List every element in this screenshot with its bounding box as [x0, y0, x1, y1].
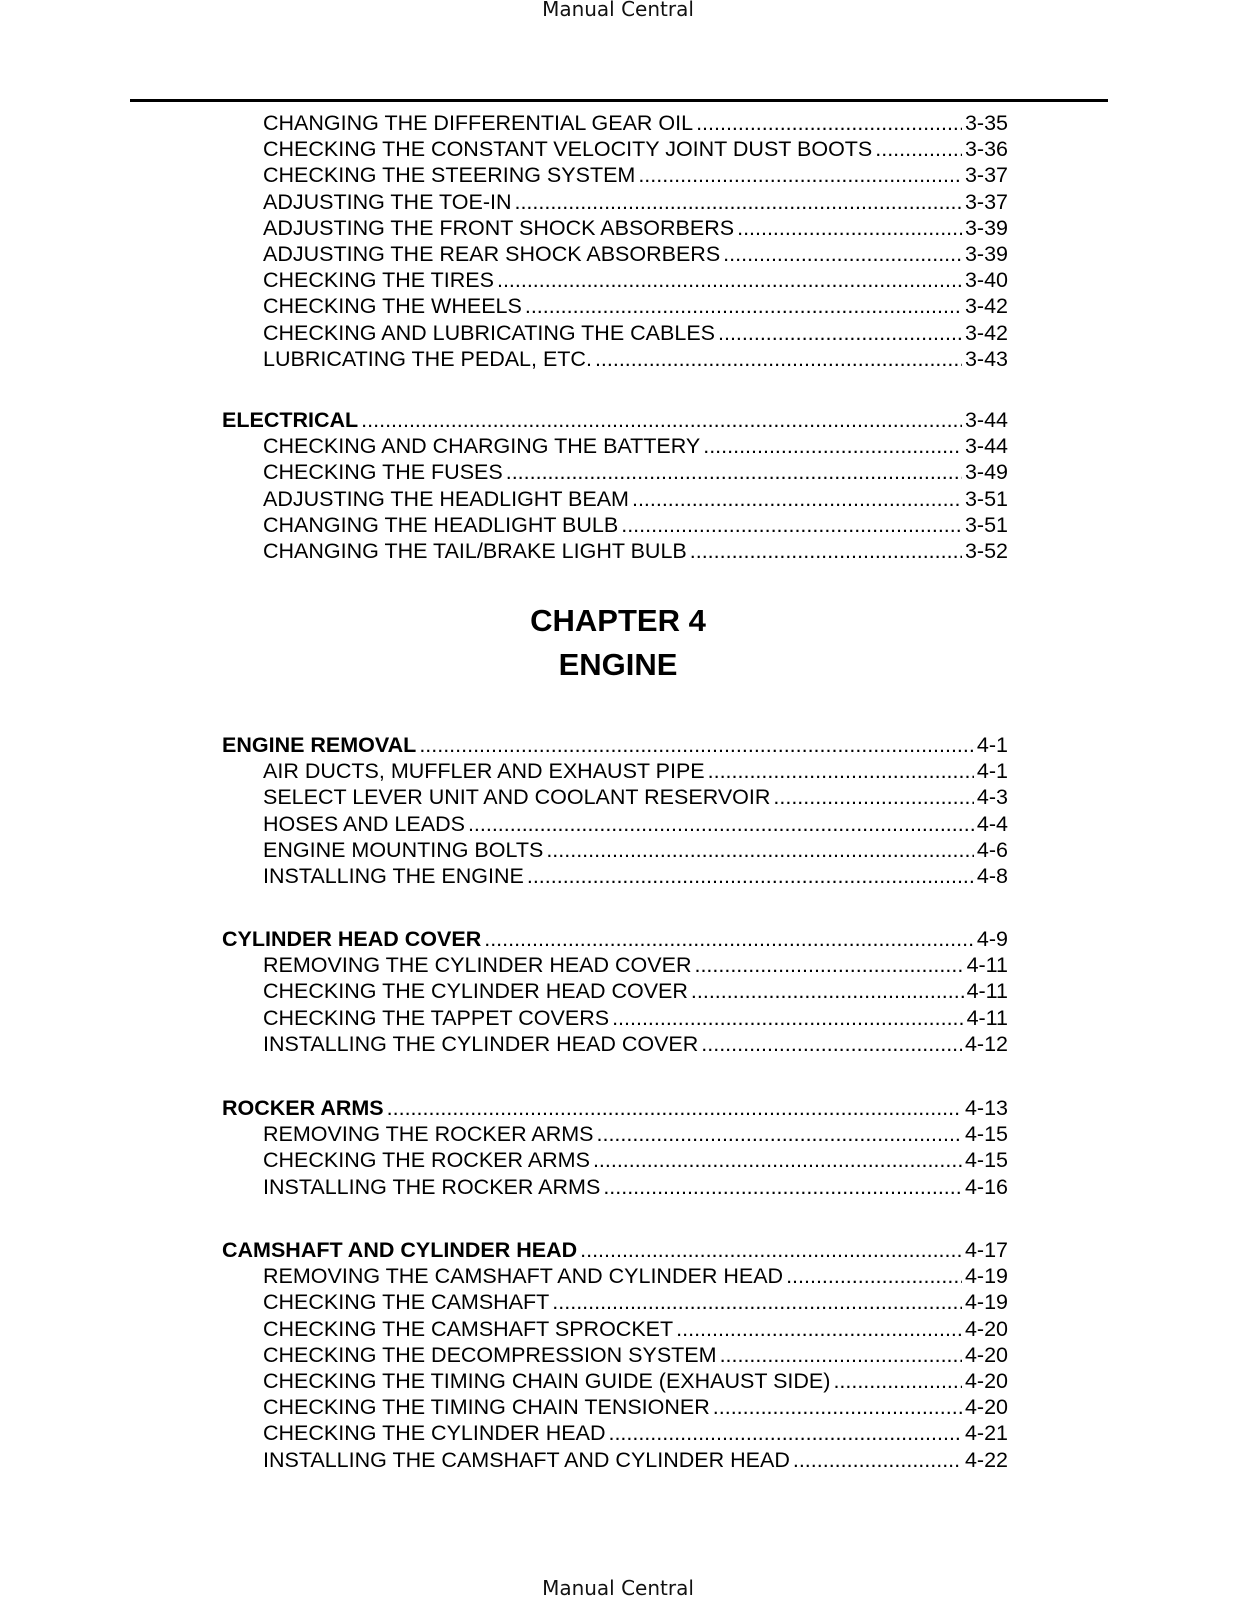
toc-entry-title: ADJUSTING THE HEADLIGHT BEAM [263, 486, 629, 511]
dot-leader [786, 1263, 962, 1289]
toc-entry[interactable] [222, 1316, 1008, 1342]
toc-page-number: 4-19 [964, 1264, 1008, 1289]
toc-entry-title: ADJUSTING THE REAR SHOCK ABSORBERS [263, 241, 721, 266]
toc-section-cylinder-head-cover [222, 926, 1008, 1057]
dot-leader [621, 512, 962, 538]
dot-leader [506, 459, 962, 485]
toc-page-number: 4-19 [964, 1290, 1008, 1315]
toc-entry-title: ELECTRICAL [222, 408, 359, 432]
toc-entry[interactable] [222, 1420, 1008, 1446]
toc-entry-title: CHECKING AND CHARGING THE BATTERY [263, 434, 701, 459]
toc-page-number: 4-11 [966, 953, 1008, 978]
toc-entry-title: CHECKING THE TIMING CHAIN TENSIONER [263, 1395, 710, 1420]
toc-entry-title: AIR DUCTS, MUFFLER AND EXHAUST PIPE [263, 759, 705, 784]
header-rule [130, 99, 1108, 102]
toc-entry[interactable] [222, 758, 1008, 784]
toc-page-number: 4-8 [976, 863, 1008, 888]
dot-leader [720, 1342, 962, 1368]
dot-leader [694, 952, 963, 978]
dot-leader [580, 1237, 962, 1263]
toc-entry-title: CHECKING THE CONSTANT VELOCITY JOINT DUST BOOTS [263, 137, 873, 162]
toc-entry[interactable] [222, 837, 1008, 863]
toc-page-number: 4-22 [964, 1447, 1008, 1472]
toc-entry[interactable] [222, 320, 1008, 346]
toc-page-number: 4-3 [976, 785, 1008, 810]
toc-entry-title: CHECKING THE DECOMPRESSION SYSTEM [263, 1342, 717, 1367]
dot-leader [708, 758, 974, 784]
header-brand: Manual Central [542, 0, 694, 21]
dot-leader [612, 1005, 963, 1031]
toc-section-heading[interactable] [222, 407, 1008, 433]
toc-entry[interactable] [222, 1121, 1008, 1147]
toc-page-number: 3-42 [964, 294, 1008, 319]
toc-entry-title: REMOVING THE CAMSHAFT AND CYLINDER HEAD [263, 1264, 784, 1289]
toc-entry-title: ENGINE REMOVAL [222, 733, 417, 757]
toc-page-number: 4-17 [964, 1238, 1008, 1262]
dot-leader [468, 811, 974, 837]
toc-entry-title: ADJUSTING THE TOE-IN [263, 189, 512, 214]
toc-page-number: 4-20 [964, 1342, 1008, 1367]
toc-entry[interactable] [222, 1174, 1008, 1200]
toc-page-number: 3-42 [964, 320, 1008, 345]
toc-page-number: 4-4 [976, 811, 1008, 836]
toc-entry[interactable] [222, 1031, 1008, 1057]
toc-page-number: 4-12 [964, 1031, 1008, 1056]
toc-section-chassis-continued [222, 110, 1008, 372]
toc-page-number: 4-11 [966, 1005, 1008, 1030]
dot-leader [497, 267, 962, 293]
toc-page-number: 3-52 [964, 538, 1008, 563]
toc-entry[interactable] [222, 784, 1008, 810]
toc-entry[interactable] [222, 110, 1008, 136]
toc-entry-title: INSTALLING THE ROCKER ARMS [263, 1174, 601, 1199]
toc-entry[interactable] [222, 1289, 1008, 1315]
footer-brand: Manual Central [542, 1576, 694, 1600]
toc-entry-title: LUBRICATING THE PEDAL, ETC. [263, 346, 592, 371]
toc-page-number: 4-13 [964, 1096, 1008, 1120]
dot-leader [773, 784, 974, 810]
toc-entry-title: CHECKING THE ROCKER ARMS [263, 1148, 590, 1173]
toc-entry[interactable] [222, 433, 1008, 459]
toc-page-number: 3-40 [964, 268, 1008, 293]
toc-entry[interactable] [222, 267, 1008, 293]
dot-leader [723, 241, 962, 267]
dot-leader [419, 732, 974, 758]
toc-entry-title: CHECKING THE TIMING CHAIN GUIDE (EXHAUST SIDE) [263, 1368, 831, 1393]
toc-section-rocker-arms [222, 1095, 1008, 1200]
dot-leader [514, 189, 961, 215]
toc-section-heading[interactable] [222, 1095, 1008, 1121]
toc-page-number: 4-11 [966, 979, 1008, 1004]
chapter-number: CHAPTER 4 [530, 603, 706, 638]
dot-leader [691, 978, 964, 1004]
dot-leader [718, 320, 962, 346]
toc-entry[interactable] [222, 162, 1008, 188]
toc-page-number: 3-35 [964, 111, 1008, 135]
toc-entry-title: CHECKING AND LUBRICATING THE CABLES [263, 320, 715, 345]
toc-page-number: 3-39 [964, 215, 1008, 240]
toc-page-number: 3-43 [964, 346, 1008, 371]
toc-entry[interactable] [222, 215, 1008, 241]
dot-leader [527, 863, 974, 889]
toc-entry-title: INSTALLING THE ENGINE [263, 863, 524, 888]
toc-entry-title: CHECKING THE CYLINDER HEAD COVER [263, 979, 688, 1004]
toc-entry-title: CHECKING THE TIRES [263, 268, 494, 293]
toc-section-heading[interactable] [222, 926, 1008, 952]
toc-page-number: 3-44 [964, 434, 1008, 459]
toc-entry[interactable] [222, 512, 1008, 538]
toc-page-number: 4-16 [964, 1174, 1008, 1199]
toc-entry-title: CYLINDER HEAD COVER [222, 927, 482, 951]
toc-entry-title: CHECKING THE CYLINDER HEAD [263, 1421, 606, 1446]
toc-entry[interactable] [222, 538, 1008, 564]
toc-entry[interactable] [222, 241, 1008, 267]
dot-leader [361, 407, 962, 433]
dot-leader [595, 346, 962, 372]
toc-entry[interactable] [222, 189, 1008, 215]
dot-leader [552, 1289, 962, 1315]
toc-entry[interactable] [222, 346, 1008, 372]
toc-page-number: 4-21 [964, 1421, 1008, 1446]
dot-leader [603, 1174, 962, 1200]
toc-page-number: 3-49 [964, 460, 1008, 485]
toc-page-number: 4-1 [976, 733, 1008, 757]
dot-leader [484, 926, 974, 952]
toc-page-number: 4-1 [976, 759, 1008, 784]
toc-entry[interactable] [222, 1263, 1008, 1289]
dot-leader [690, 538, 962, 564]
toc-page-number: 4-6 [976, 837, 1008, 862]
toc-page-number: 4-20 [964, 1316, 1008, 1341]
dot-leader [387, 1095, 962, 1121]
toc-entry-title: CHANGING THE TAIL/BRAKE LIGHT BULB [263, 538, 687, 563]
toc-entry[interactable] [222, 293, 1008, 319]
toc-entry-title: ENGINE MOUNTING BOLTS [263, 837, 544, 862]
toc-entry[interactable] [222, 978, 1008, 1004]
toc-page-number: 3-51 [964, 512, 1008, 537]
chapter-title: ENGINE [558, 647, 678, 682]
toc-entry-title: CHANGING THE DIFFERENTIAL GEAR OIL [263, 111, 694, 135]
toc-page-number: 4-20 [964, 1368, 1008, 1393]
dot-leader [703, 433, 962, 459]
toc-entry-title: CHANGING THE HEADLIGHT BULB [263, 512, 619, 537]
toc-entry-title: HOSES AND LEADS [263, 811, 465, 836]
toc-page-number: 3-44 [964, 408, 1008, 432]
dot-leader [608, 1420, 961, 1446]
toc-entry[interactable] [222, 1342, 1008, 1368]
toc-section-heading[interactable] [222, 1237, 1008, 1263]
toc-entry-title: ADJUSTING THE FRONT SHOCK ABSORBERS [263, 215, 735, 240]
dot-leader [793, 1447, 962, 1473]
toc-entry-title: INSTALLING THE CYLINDER HEAD COVER [263, 1031, 699, 1056]
toc-entry[interactable] [222, 1447, 1008, 1473]
toc-entry-title: REMOVING THE ROCKER ARMS [263, 1122, 594, 1147]
toc-entry[interactable] [222, 486, 1008, 512]
dot-leader [696, 110, 962, 136]
toc-page-number: 3-39 [964, 241, 1008, 266]
toc-section-camshaft-cylinder-head [222, 1237, 1008, 1473]
dot-leader [632, 486, 962, 512]
toc-section-engine-removal [222, 732, 1008, 889]
toc-entry-title: CHECKING THE TAPPET COVERS [263, 1005, 610, 1030]
toc-entry-title: SELECT LEVER UNIT AND COOLANT RESERVOIR [263, 785, 771, 810]
toc-page-number: 3-51 [964, 486, 1008, 511]
toc-section-heading[interactable] [222, 732, 1008, 758]
dot-leader [525, 293, 962, 319]
toc-entry-title: CHECKING THE CAMSHAFT [263, 1290, 550, 1315]
toc-entry[interactable] [222, 952, 1008, 978]
toc-entry[interactable] [222, 136, 1008, 162]
dot-leader [676, 1316, 962, 1342]
toc-entry-title: CAMSHAFT AND CYLINDER HEAD [222, 1238, 578, 1262]
dot-leader [701, 1031, 962, 1057]
toc-page-number: 4-15 [964, 1148, 1008, 1173]
dot-leader [597, 1121, 962, 1147]
toc-entry-title: CHECKING THE STEERING SYSTEM [263, 163, 636, 188]
toc-page-number: 4-15 [964, 1122, 1008, 1147]
toc-page-number: 4-9 [976, 927, 1008, 951]
dot-leader [713, 1394, 962, 1420]
toc-entry[interactable] [222, 1147, 1008, 1173]
toc-entry-title: CHECKING THE CAMSHAFT SPROCKET [263, 1316, 674, 1341]
toc-entry[interactable] [222, 811, 1008, 837]
toc-entry[interactable] [222, 1368, 1008, 1394]
toc-entry-title: CHECKING THE FUSES [263, 460, 503, 485]
dot-leader [737, 215, 962, 241]
toc-entry[interactable] [222, 1005, 1008, 1031]
toc-entry[interactable] [222, 863, 1008, 889]
toc-section-electrical [222, 407, 1008, 564]
toc-entry[interactable] [222, 1394, 1008, 1420]
toc-page-number: 4-20 [964, 1395, 1008, 1420]
toc-page-number: 3-37 [964, 189, 1008, 214]
dot-leader [546, 837, 974, 863]
toc-entry-title: ROCKER ARMS [222, 1096, 384, 1120]
toc-page-number: 3-37 [964, 163, 1008, 188]
toc-entry-title: REMOVING THE CYLINDER HEAD COVER [263, 953, 692, 978]
dot-leader [833, 1368, 962, 1394]
toc-entry-title: CHECKING THE WHEELS [263, 294, 522, 319]
dot-leader [638, 162, 962, 188]
toc-page-number: 3-36 [964, 137, 1008, 162]
toc-entry[interactable] [222, 459, 1008, 485]
dot-leader [593, 1147, 962, 1173]
toc-entry-title: INSTALLING THE CAMSHAFT AND CYLINDER HEAD [263, 1447, 790, 1472]
dot-leader [875, 136, 962, 162]
